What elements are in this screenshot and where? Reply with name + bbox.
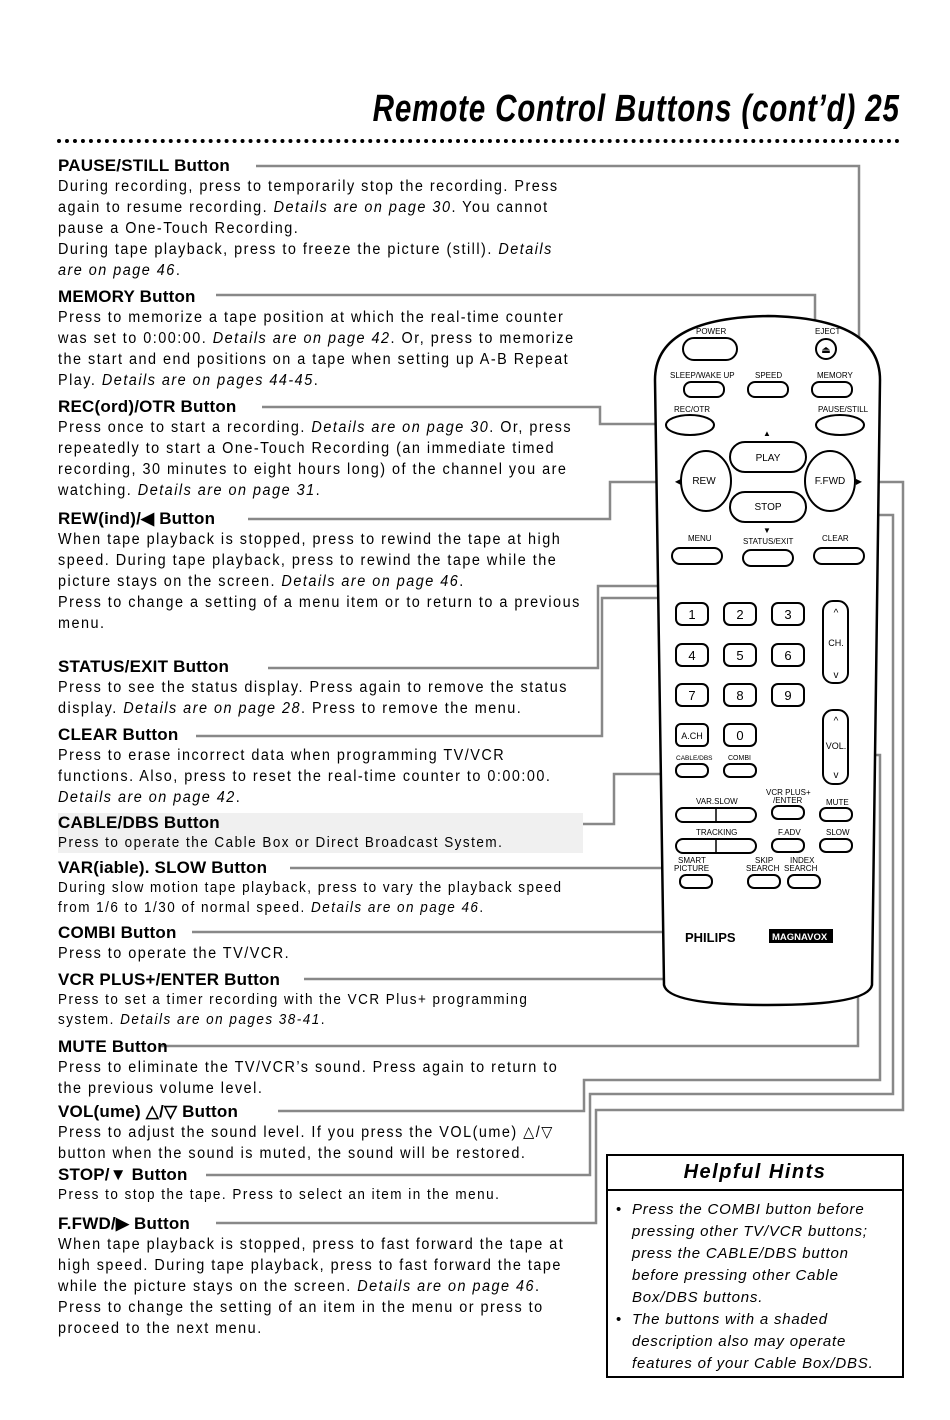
entry-title: VCR PLUS+/ENTER Button (58, 970, 281, 989)
entry-12 (58, 1165, 583, 1205)
remote-stop-label: STOP (754, 502, 782, 513)
key-2-label: 2 (736, 607, 744, 622)
remote-ffwd-label: F.FWD (814, 476, 846, 487)
entry-title: MEMORY Button (58, 287, 196, 306)
remote-vol-label: VOL. (825, 741, 847, 751)
entry-8 (58, 923, 583, 964)
entry-text: When tape playback is stopped, press to fast forward the tape at high speed. During tape playback, press to fast forward the tape while the picture stays on the screen. Details are on page 46. Press to change the setting of an item in the menu or press to proceed to the next menu. (58, 1236, 565, 1337)
remote-fadv-label: F.ADV (778, 828, 801, 837)
remote-skip-label1: SKIP (755, 856, 774, 865)
remote-combi-label: COMBI (728, 755, 751, 762)
svg-text:▶: ▶ (855, 477, 863, 486)
remote-memory-label: MEMORY (817, 371, 853, 380)
entry-2 (58, 397, 583, 501)
remote-vcrplus-label2: /ENTER (773, 796, 803, 805)
remote-pause-label: PAUSE/STILL (818, 405, 869, 414)
remote-rew-label: REW (692, 476, 716, 487)
key-4-label: 4 (688, 648, 696, 663)
key-3-label: 3 (784, 607, 792, 622)
remote-play-label: PLAY (755, 453, 781, 464)
entry-1 (58, 287, 583, 391)
entry-4 (58, 657, 583, 719)
remote-smart-label2: PICTURE (674, 864, 710, 873)
entry-text: Press to memorize a tape position at which the real-time counter was set to 0:00:00. Details are on page 42. Or, press to memorize the start and end positions on a tape when setting up A-B Repeat Play. Details are on pages 44-45. (58, 309, 575, 389)
hint-item: • Press the COMBI button before pressing other TV/VCR buttons; press the CABLE/DBS button before pressing other Cable Box/DBS buttons. (632, 1199, 894, 1309)
entry-text: Press to operate the Cable Box or Direct Broadcast System. (58, 835, 504, 851)
svg-text:^: ^ (833, 716, 839, 727)
entry-title: STOP/▼ Button (58, 1165, 188, 1184)
svg-text:▼: ▼ (763, 526, 771, 535)
entry-title: REW(ind)/◀ Button (58, 509, 216, 528)
entry-text: Press to erase incorrect data when programming TV/VCR functions. Also, press to reset the real-time counter to 0:00:00. Details are on page 42. (58, 747, 552, 806)
hints-list (608, 1199, 902, 1375)
remote-sleep-label: SLEEP/WAKE UP (670, 371, 735, 380)
key-8-label: 8 (736, 688, 744, 703)
helpful-hints-box (606, 1154, 904, 1378)
remote-slow-label: SLOW (826, 828, 850, 837)
entry-title: PAUSE/STILL Button (58, 156, 231, 175)
entry-title: CABLE/DBS Button (58, 813, 220, 832)
remote-vcrplus-label1: VCR PLUS+ (766, 788, 811, 797)
entry-title: CLEAR Button (58, 725, 179, 744)
entry-title: VOL(ume) △/▽ Button (58, 1102, 239, 1121)
key-1-label: 1 (688, 607, 696, 622)
remote-ach-label: A.CH (681, 731, 703, 741)
entry-7 (58, 858, 583, 918)
entry-text: Press to see the status display. Press again to remove the status display. Details are on page 28. Press to remove the menu. (58, 679, 568, 717)
entry-text: When tape playback is stopped, press to rewind the tape at high speed. During tape playback, press to rewind the tape while the picture stays on the screen. Details are on page 46. Press to change a setting of a menu item or to return to a previous menu. (58, 531, 581, 632)
hint-item: • The buttons with a shaded description also may operate features of your Cable Box/DBS. (632, 1309, 894, 1375)
key-5-label: 5 (736, 648, 744, 663)
remote-mute-label: MUTE (826, 798, 849, 807)
entry-title: MUTE Button (58, 1037, 168, 1056)
svg-text:⏏: ⏏ (821, 345, 831, 356)
remote-speed-label: SPEED (755, 371, 783, 380)
entry-text: Press to eliminate the TV/VCR’s sound. Press again to return to the previous volume level. (58, 1059, 559, 1097)
remote-brand-magnavox: MAGNAVOX (772, 932, 828, 943)
remote-power-label: POWER (696, 327, 727, 336)
entry-9 (58, 970, 583, 1030)
entry-10 (58, 1037, 583, 1099)
entry-0 (58, 156, 583, 281)
entry-text: Press once to start a recording. Details are on page 30. Or, press repeatedly to start a One-Touch Recording (an immediate timed recording, 30 minutes to eight hours long) of the channel you are watching. Details are on page 31. (58, 419, 573, 499)
remote-varslow-label: VAR.SLOW (696, 797, 738, 806)
key-6-label: 6 (784, 648, 792, 663)
key-9-label: 9 (784, 688, 792, 703)
svg-text:v: v (833, 770, 839, 781)
remote-menu-label: MENU (688, 534, 712, 543)
entry-13 (58, 1214, 583, 1339)
entry-text: During slow motion tape playback, press to vary the playback speed from 1/6 to 1/30 of normal speed. Details are on page 46. (58, 880, 563, 916)
svg-text:▲: ▲ (763, 429, 771, 438)
svg-text:v: v (833, 670, 839, 681)
entry-text: Press to adjust the sound level. If you press the VOL(ume) △/▽ button when the sound is muted, the sound will be restored. (58, 1124, 554, 1162)
svg-text:◀: ◀ (674, 477, 682, 486)
remote-status-label: STATUS/EXIT (743, 537, 794, 546)
entry-5 (58, 725, 583, 808)
remote-cable-label: CABLE/DBS (676, 755, 713, 762)
entry-text: Press to stop the tape. Press to select an item in the menu. (58, 1187, 501, 1203)
remote-smart-label1: SMART (678, 856, 706, 865)
entry-3 (58, 509, 583, 634)
remote-clear-label: CLEAR (822, 534, 849, 543)
entry-title: VAR(iable). SLOW Button (58, 858, 268, 877)
remote-eject-label: EJECT (815, 327, 841, 336)
remote-tracking-label: TRACKING (696, 828, 738, 837)
remote-brand-philips: PHILIPS (685, 930, 736, 945)
key-7-label: 7 (688, 688, 696, 703)
entry-title: F.FWD/▶ Button (58, 1214, 191, 1233)
entry-11 (58, 1102, 583, 1164)
remote-ch-label: CH. (828, 638, 844, 648)
remote-index-label2: SEARCH (784, 864, 818, 873)
entry-text: During recording, press to temporarily stop the recording. Press again to resume recording. Details are on page 30. You cannot pause a One-Touch Recording. During tape playback, press to freeze the picture (still). Details are on page 46. (58, 178, 559, 279)
remote-index-label1: INDEX (790, 856, 815, 865)
entry-text: Press to operate the TV/VCR. (58, 945, 291, 962)
entry-text: Press to set a timer recording with the VCR Plus+ programming system. Details are on pages 38-41. (58, 992, 529, 1028)
entry-title: STATUS/EXIT Button (58, 657, 230, 676)
remote-recotr-label: REC/OTR (674, 405, 710, 414)
remote-skip-label2: SEARCH (746, 864, 780, 873)
entry-6 (58, 813, 583, 853)
page-header: Remote Control Buttons (cont’d) 25 (372, 88, 900, 130)
key-0-label: 0 (736, 728, 744, 743)
hints-title: Helpful Hints (608, 1156, 902, 1191)
entry-title: REC(ord)/OTR Button (58, 397, 237, 416)
entry-title: COMBI Button (58, 923, 177, 942)
svg-text:^: ^ (833, 608, 839, 619)
